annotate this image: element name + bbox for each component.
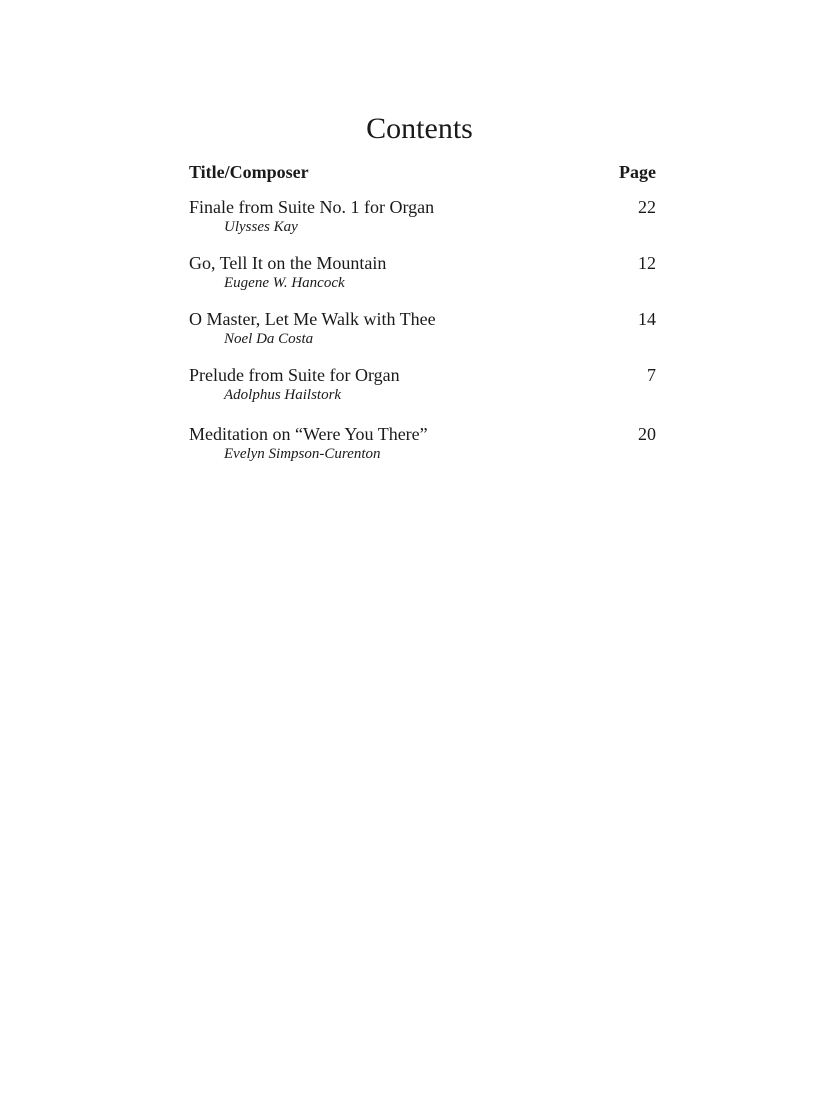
entry-composer: Noel Da Costa [224,331,314,347]
entry-composer: Adolphus Hailstork [224,387,342,403]
entry-composer: Ulysses Kay [224,219,298,235]
entry-page-number: 12 [638,253,656,273]
entry-page-number: 14 [638,309,656,329]
contents-entry [189,364,656,420]
title-composer-heading: Title/Composer [189,162,309,182]
entry-composer: Evelyn Simpson-Curenton [224,446,381,462]
entry-page-number: 20 [638,424,656,444]
entry-title: Go, Tell It on the Mountain [189,253,387,273]
entry-title: Meditation on “Were You There” [189,424,428,444]
contents-header [189,160,656,184]
entry-page-number: 7 [647,365,656,385]
entry-title: Prelude from Suite for Organ [189,365,400,385]
contents-entry [189,196,656,252]
page-heading: Page [619,162,656,182]
entry-title: Finale from Suite No. 1 for Organ [189,197,435,217]
entry-page-number: 22 [638,197,656,217]
page-title: Contents [366,112,473,145]
entry-title: O Master, Let Me Walk with Thee [189,309,436,329]
contents-list [189,196,656,479]
contents-entry [189,308,656,364]
contents-entry [189,423,656,479]
contents-entry [189,252,656,308]
entry-composer: Eugene W. Hancock [224,275,345,291]
